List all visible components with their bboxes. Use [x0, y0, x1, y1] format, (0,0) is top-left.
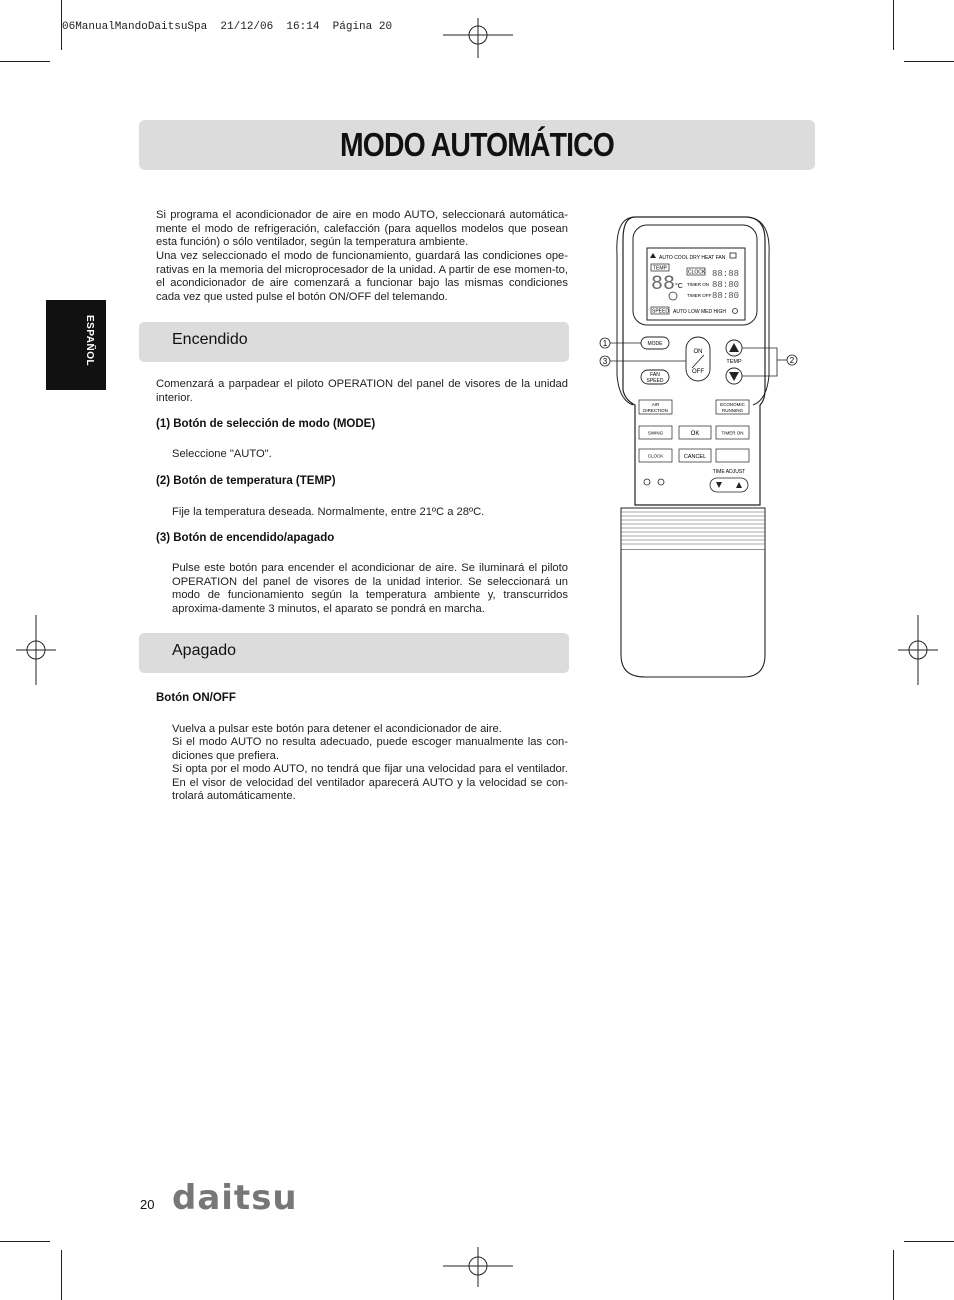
clock-label: CLOCK	[647, 453, 664, 459]
remote-control-illustration	[595, 215, 805, 695]
section-heading: Apagado	[172, 642, 237, 659]
apagado-line-3: Si opta por el modo AUTO, no tendrá que fijar una velocidad para el ventilador. En el visor de velocidad del ventilador aparecerá AUTO y la velocidad se con-trolará automáticamente.	[172, 763, 568, 803]
off-label: OFF	[692, 369, 704, 375]
apagado-line-1: Vuelva a pulsar este botón para detener el acondicionador de aire.	[172, 723, 502, 735]
temp-tag: TEMP	[653, 265, 667, 272]
speed-tag: SPEED	[652, 308, 669, 315]
fan-button-label-1: FAN	[650, 372, 660, 378]
onoff-text: Pulse este botón para encender el acondicionar de aire. Se iluminará el piloto OPERATION del panel de visores de la unidad interior. Se seleccionará un modo de funcionamiento según la temperatura ambiente y, transcurridos aproxima-damente 3 minutos, el aparato se pondrá en marcha.	[172, 562, 568, 615]
air-label-1: AIR	[651, 402, 660, 407]
clock-digits: 88:88	[712, 269, 740, 279]
crop-mark	[904, 1241, 954, 1242]
timer-on-tag: TIMER ON	[687, 282, 709, 287]
mode-text: Seleccione "AUTO".	[172, 448, 272, 460]
eco-label-2: RUNNING	[722, 408, 743, 413]
cancel-label: CANCEL	[683, 454, 707, 460]
timer-on-digits: 88:80	[712, 280, 740, 290]
intro-paragraph-2: Una vez seleccionado el modo de funcionamiento, guardará las condiciones ope-rativas en la memoria del microprocesador de la unidad. A partir de ese momen-to, el acondicionador de aire comenzará a funcionar bajo las mismas condiciones cada vez que usted pulse el botón ON/OFF del telemando.	[156, 250, 568, 303]
page-title: MODO AUTOMÁTICO	[339, 126, 615, 163]
registration-mark-left	[16, 615, 56, 685]
callout-1: 1	[602, 339, 608, 348]
fan-button-label-2: SPEED	[646, 378, 664, 384]
section-apagado	[139, 633, 569, 673]
title-bar	[139, 120, 815, 170]
callout-3: 3	[602, 357, 608, 366]
intro-paragraph-1: Si programa el acondicionador de aire en modo AUTO, seleccionará automática-mente el modo de refrigeración, calefacción (para aquellos modelos que posean esta función) o sólo ventilador, según la temperatura ambiente.	[156, 209, 568, 249]
subheading-temp: (2) Botón de temperatura (TEMP)	[156, 475, 336, 487]
section-encendido	[139, 322, 569, 362]
temp-button-label: TEMP	[726, 359, 742, 365]
crop-mark	[893, 1250, 894, 1300]
registration-mark-top	[443, 18, 513, 58]
crop-mark	[0, 61, 50, 62]
subheading-onoff: (3) Botón de encendido/apagado	[156, 532, 335, 544]
apagado-line-2: Si el modo AUTO no resulta adecuado, puede escoger manualmente las con-diciones que prefiera.	[172, 736, 568, 762]
air-label-2: DIRECTION	[643, 408, 668, 413]
clock-tag: CLOCK	[688, 269, 706, 276]
subheading-onoff-button: Botón ON/OFF	[156, 692, 236, 704]
registration-mark-right	[898, 615, 938, 685]
callout-2: 2	[789, 356, 795, 365]
language-tab	[46, 300, 106, 390]
swing-label: SWING	[647, 430, 664, 436]
timeron-label: TIMER ON	[721, 430, 744, 436]
crop-mark	[904, 61, 954, 62]
crop-mark	[61, 1250, 62, 1300]
section-heading: Encendido	[172, 331, 248, 348]
encendido-intro: Comenzará a parpadear el piloto OPERATION del panel de visores de la unidad interior.	[156, 378, 568, 404]
speed-row-text: AUTO LOW MED HIGH	[673, 309, 726, 315]
print-header: 06ManualMandoDaitsuSpa 21/12/06 16:14 Página 20	[62, 21, 393, 33]
brand-logo: daitsu	[172, 1178, 298, 1218]
degree-symbol: °C	[675, 283, 683, 290]
mode-row-text: AUTO COOL DRY HEAT FAN	[659, 255, 726, 261]
temp-digits: 88	[651, 273, 676, 296]
on-label: ON	[693, 349, 703, 355]
eco-label-1: ECONOMIC	[720, 402, 745, 407]
timer-off-digits: 88:80	[712, 291, 740, 301]
ok-label: OK	[690, 431, 700, 437]
crop-mark	[893, 0, 894, 50]
crop-mark	[0, 1241, 50, 1242]
mode-button-label: MODE	[647, 341, 663, 347]
timer-off-tag: TIMER OFF	[687, 293, 712, 298]
registration-mark-bottom	[443, 1247, 513, 1287]
page-number: 20	[140, 1197, 155, 1212]
time-adjust-label: TIME ADJUST	[712, 469, 746, 475]
temp-text: Fije la temperatura deseada. Normalmente, entre 21ºC a 28ºC.	[172, 506, 485, 518]
language-tab-label: ESPAÑOL	[84, 315, 95, 367]
subheading-mode: (1) Botón de selección de modo (MODE)	[156, 418, 376, 430]
